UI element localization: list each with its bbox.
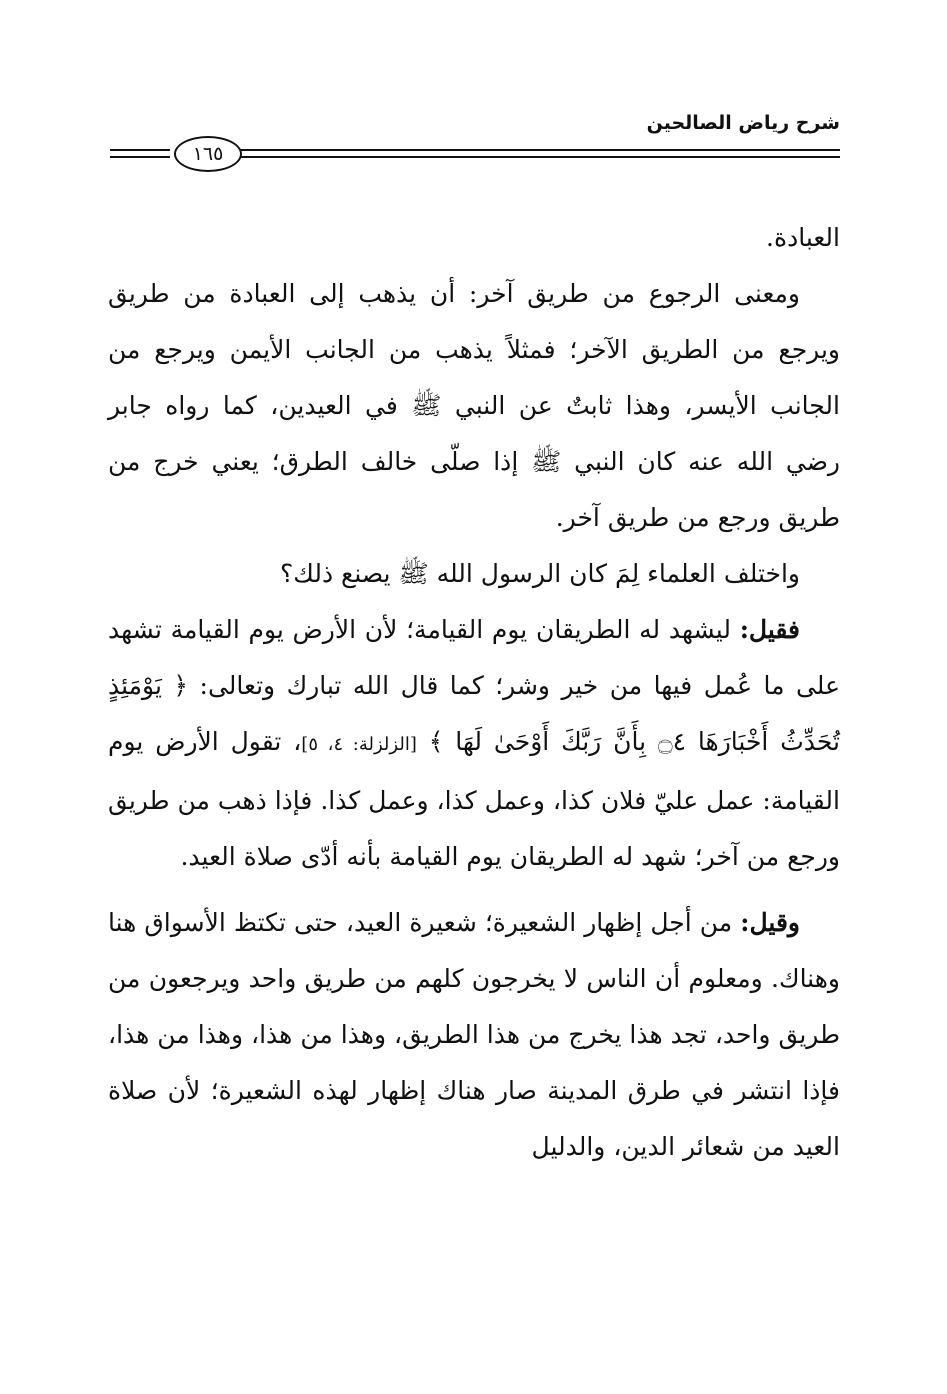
quran-verse: ﴿ يَوْمَئِذٍ تُحَدِّثُ أَخْبَارَهَا ۝٤ بِأَنَّ رَبَّكَ أَوْحَىٰ لَهَا ﴾: [108, 671, 840, 756]
verse-reference: [الزلزلة: ٤، ٥]: [301, 734, 417, 755]
page-header: [110, 112, 840, 172]
page-number: ١٦٥: [174, 136, 242, 172]
book-title: شرح رياض الصالحين: [646, 112, 840, 134]
paragraph: [108, 895, 840, 1175]
paragraph: [108, 210, 840, 266]
paragraph-text: العبادة.: [766, 223, 840, 252]
paragraph-lead: فقيل:: [739, 615, 800, 644]
header-rule-left: [110, 149, 170, 158]
paragraph: [108, 602, 840, 885]
paragraph-text: ليشهد له الطريقان يوم القيامة؛ لأن الأرض يوم القيامة تشهد على ما عُمل فيها من خير وشر؛ كما قال الله تبارك وتعالى:: [108, 615, 840, 700]
paragraph-text: ، تقول الأرض يوم القيامة: عمل عليّ فلان كذا، وعمل كذا، وعمل كذا. فإذا ذهب من طريق ورجع من آخر؛ شهد له الطريقان يوم القيامة بأنه أدّى صلاة العيد.: [108, 727, 840, 871]
paragraph-text: ومعنى الرجوع من طريق آخر: أن يذهب إلى العبادة من طريق ويرجع من الطريق الآخر؛ فمثلاً يذهب من الجانب الأيمن ويرجع من الجانب الأيسر، وهذا ثابتٌ عن النبي ﷺ في العيدين، كما رواه جابر رضي الله عنه كان النبي ﷺ إذا صلّى خالف الطرق؛ يعني خرج من طريق ورجع من طريق آخر.: [108, 279, 840, 532]
paragraph: [108, 546, 840, 602]
paragraph-text: من أجل إظهار الشعيرة؛ شعيرة العيد، حتى تكتظ الأسواق هنا وهناك. ومعلوم أن الناس لا يخرجون كلهم من طريق واحد ويرجعون من طريق واحد، تجد هذا يخرج من هذا الطريق، وهذا من هذا، وهذا من هذا، فإذا انتشر في طرق المدينة صار هناك إظهار لهذه الشعيرة؛ لأن صلاة العيد من شعائر الدين، والدليل: [108, 908, 840, 1161]
paragraph-lead: وقيل:: [740, 908, 800, 937]
header-rule-right: [240, 149, 840, 158]
paragraph: [108, 266, 840, 546]
paragraph-text: واختلف العلماء لِمَ كان الرسول الله ﷺ يصنع ذلك؟: [279, 559, 800, 588]
page-body: [108, 210, 840, 1175]
